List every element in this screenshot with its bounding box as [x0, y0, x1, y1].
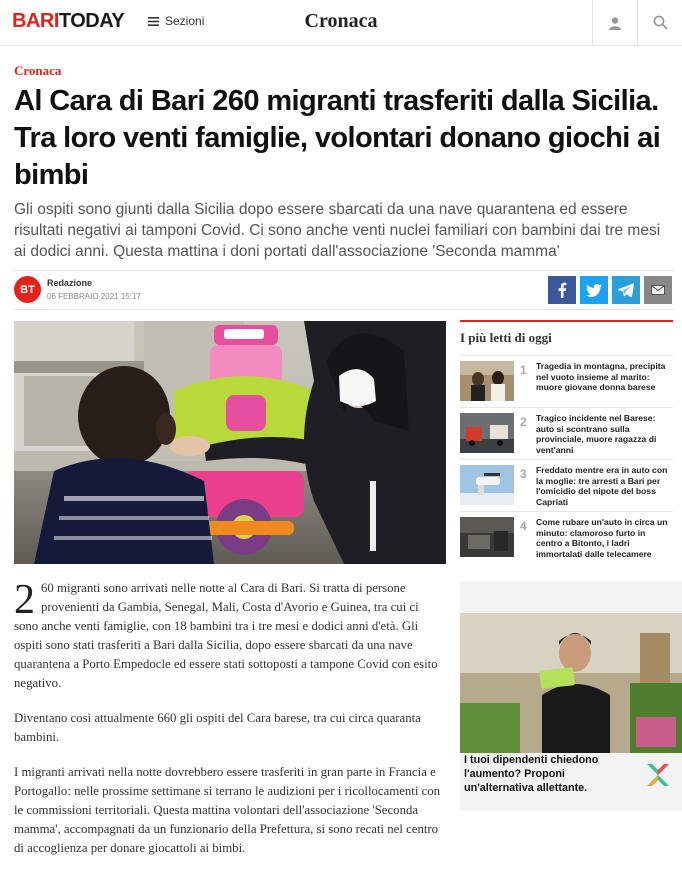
- author-avatar: BT: [14, 276, 41, 303]
- share-email-button[interactable]: [644, 276, 672, 304]
- article-paragraph: [14, 579, 446, 693]
- most-read-headline: Come rubare un'auto in circa un minuto: clamoroso furto in centro a Bitonto, i ladri immortalati dalle telecamere: [536, 517, 668, 559]
- article-summary: Gli ospiti sono giunti dalla Sicilia dopo essere sbarcati da una nave quarantena ed essere risultati negativi ai tamponi Covid. Ci sono anche venti nuclei familiari con bambini dai tre mesi ai dodici anni. Questa mattina i doni portati dall'associazione 'Seconda mamma': [14, 201, 661, 260]
- logo-bari: BARI: [12, 10, 59, 32]
- most-read-thumbnail: [460, 465, 514, 505]
- user-icon: [608, 16, 622, 30]
- ad-text: I tuoi dipendenti chiedono l'aumento? Proponi un'alternativa allettante.: [464, 754, 599, 794]
- most-read-thumbnail: [460, 413, 514, 453]
- share-telegram-button[interactable]: [612, 276, 640, 304]
- share-facebook-button[interactable]: [548, 276, 576, 304]
- site-logo[interactable]: [12, 10, 124, 33]
- advertisement[interactable]: [460, 581, 682, 811]
- most-read-headline: Tragico incidente nel Barese: auto si scontrano sulla provinciale, muore ragazza di vent'anni: [536, 413, 657, 455]
- rank-number: 1: [520, 363, 527, 377]
- dropcap: 2: [14, 577, 35, 623]
- rank-number: 3: [520, 467, 527, 481]
- byline: [14, 276, 141, 303]
- search-button[interactable]: [637, 0, 682, 45]
- most-read-thumbnail: [460, 517, 514, 557]
- most-read-headline: Freddato mentre era in auto con la moglie: tre arresti a Bari per l'omicidio del nipote del boss Capriati: [536, 465, 668, 507]
- article-category-link[interactable]: Cronaca: [14, 63, 62, 78]
- publish-date: 06 FEBBRAIO 2021 15:17: [47, 292, 141, 301]
- hamburger-icon: [148, 17, 159, 26]
- sections-menu-label: Sezioni: [165, 14, 205, 28]
- rank-number: 2: [520, 415, 527, 429]
- most-read-list: [460, 355, 673, 563]
- telegram-icon: [618, 283, 634, 297]
- article-paragraph-2: Diventano così attualmente 660 gli ospiti del Cara barese, tra cui circa quaranta bambini.: [14, 711, 421, 744]
- ad-image: [460, 613, 682, 753]
- author-name[interactable]: Redazione: [47, 278, 93, 288]
- most-read-thumbnail: [460, 361, 514, 401]
- children-toys-photo: [14, 321, 446, 564]
- article-main-image[interactable]: [14, 321, 446, 564]
- divider: [14, 270, 674, 271]
- most-read-item[interactable]: [460, 355, 673, 407]
- rank-number: 4: [520, 519, 527, 533]
- share-twitter-button[interactable]: [580, 276, 608, 304]
- most-read-item[interactable]: [460, 407, 673, 459]
- user-button[interactable]: [592, 0, 637, 45]
- sections-menu-button[interactable]: [148, 14, 204, 28]
- twitter-icon: [586, 284, 602, 297]
- logo-today: TODAY: [58, 10, 125, 32]
- divider: [14, 309, 674, 310]
- site-header: [0, 0, 682, 46]
- paragraph-1-text: 60 migranti sono arrivati nelle notte al Cara di Bari. Si tratta di persone provenienti da Gambia, Senegal, Mali, Costa d'Avorio e Guinea, tra cui ci sono anche venti famiglie, con 18 bambini tra i tre mesi e dodici anni d'età. Gli ospiti sono stati trasferiti a Bari dalla Sicilia, dopo essere sbarcati da una nave quarantena a Porto Empedocle ed essere stati sottoposti a tampone Covid con esito negativo.: [14, 581, 438, 690]
- article-headline: Al Cara di Bari 260 migranti trasferiti dalla Sicilia. Tra loro venti famiglie, volontari donano giochi ai bimbi: [14, 85, 661, 191]
- ad-brand-logo: [644, 761, 672, 794]
- section-title: Cronaca: [304, 10, 378, 32]
- email-icon: [651, 285, 665, 295]
- article-paragraph-3: I migranti arrivati nella notte dovrebbero essere trasferiti in gran parte in Francia e Portogallo: nelle prossime settimane si terrano le audizioni per i ricollocamenti con le commissioni territoriali. Questa mattina volontari dell'associazione 'Seconda mamma', accompagnati da un funzionario della Prefettura, si sono recati nel centro di accoglienza per donare giocattoli ai bimbi.: [14, 765, 441, 855]
- article-body: [14, 579, 446, 874]
- most-read-item[interactable]: [460, 511, 673, 563]
- most-read-title: I più letti di oggi: [460, 320, 673, 346]
- most-read-item[interactable]: [460, 459, 673, 511]
- most-read-headline: Tragedia in montagna, precipita nel vuoto insieme al marito: muore giovane donna barese: [536, 361, 666, 392]
- search-icon: [653, 15, 668, 30]
- share-buttons: [548, 276, 672, 304]
- facebook-icon: [557, 282, 567, 298]
